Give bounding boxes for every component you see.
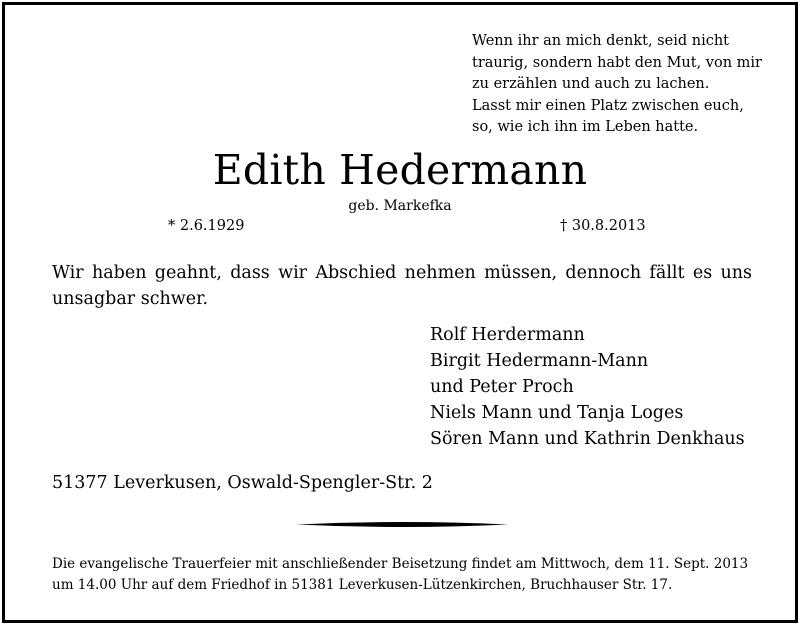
poem-line: Lasst mir einen Platz zwischen euch, bbox=[472, 97, 744, 114]
mourner-name: und Peter Proch bbox=[430, 377, 574, 397]
mourner-name: Sören Mann und Kathrin Denkhaus bbox=[430, 429, 745, 449]
notice-line: um 14.00 Uhr auf dem Friedhof in 51381 Leverkusen-Lützenkirchen, Bruchhauser Str. 17. bbox=[52, 577, 673, 593]
mourning-statement: Wir haben geahnt, dass wir Abschied nehmen müssen, dennoch fällt es uns unsagbar schwer. bbox=[52, 263, 752, 309]
birth-date: * 2.6.1929 bbox=[168, 218, 245, 234]
memorial-poem bbox=[472, 31, 772, 139]
family-address: 51377 Leverkusen, Oswald-Spengler-Str. 2 bbox=[52, 473, 433, 493]
poem-line: Wenn ihr an mich denkt, seid nicht bbox=[472, 33, 729, 49]
poem-line: so, wie ich ihn im Leben hatte. bbox=[472, 119, 699, 135]
poem-line: traurig, sondern habt den Mut, von mir bbox=[472, 54, 762, 71]
mourner-name: Niels Mann und Tanja Loges bbox=[430, 403, 684, 423]
deceased-name: Edith Hedermann bbox=[212, 146, 588, 194]
mourners-list bbox=[430, 322, 745, 452]
death-date: † 30.8.2013 bbox=[560, 218, 646, 234]
decorative-divider bbox=[296, 521, 508, 528]
mourner-name: Rolf Herdermann bbox=[430, 325, 585, 345]
notice-line: Die evangelische Trauerfeier mit anschließender Beisetzung findet am Mittwoch, dem 11. Sept. 2013 bbox=[52, 556, 749, 572]
mourner-name: Birgit Hedermann-Mann bbox=[430, 351, 649, 371]
maiden-name: geb. Markefka bbox=[348, 198, 452, 214]
poem-line: zu erzählen und auch zu lachen. bbox=[472, 76, 710, 92]
funeral-notice bbox=[52, 554, 752, 596]
